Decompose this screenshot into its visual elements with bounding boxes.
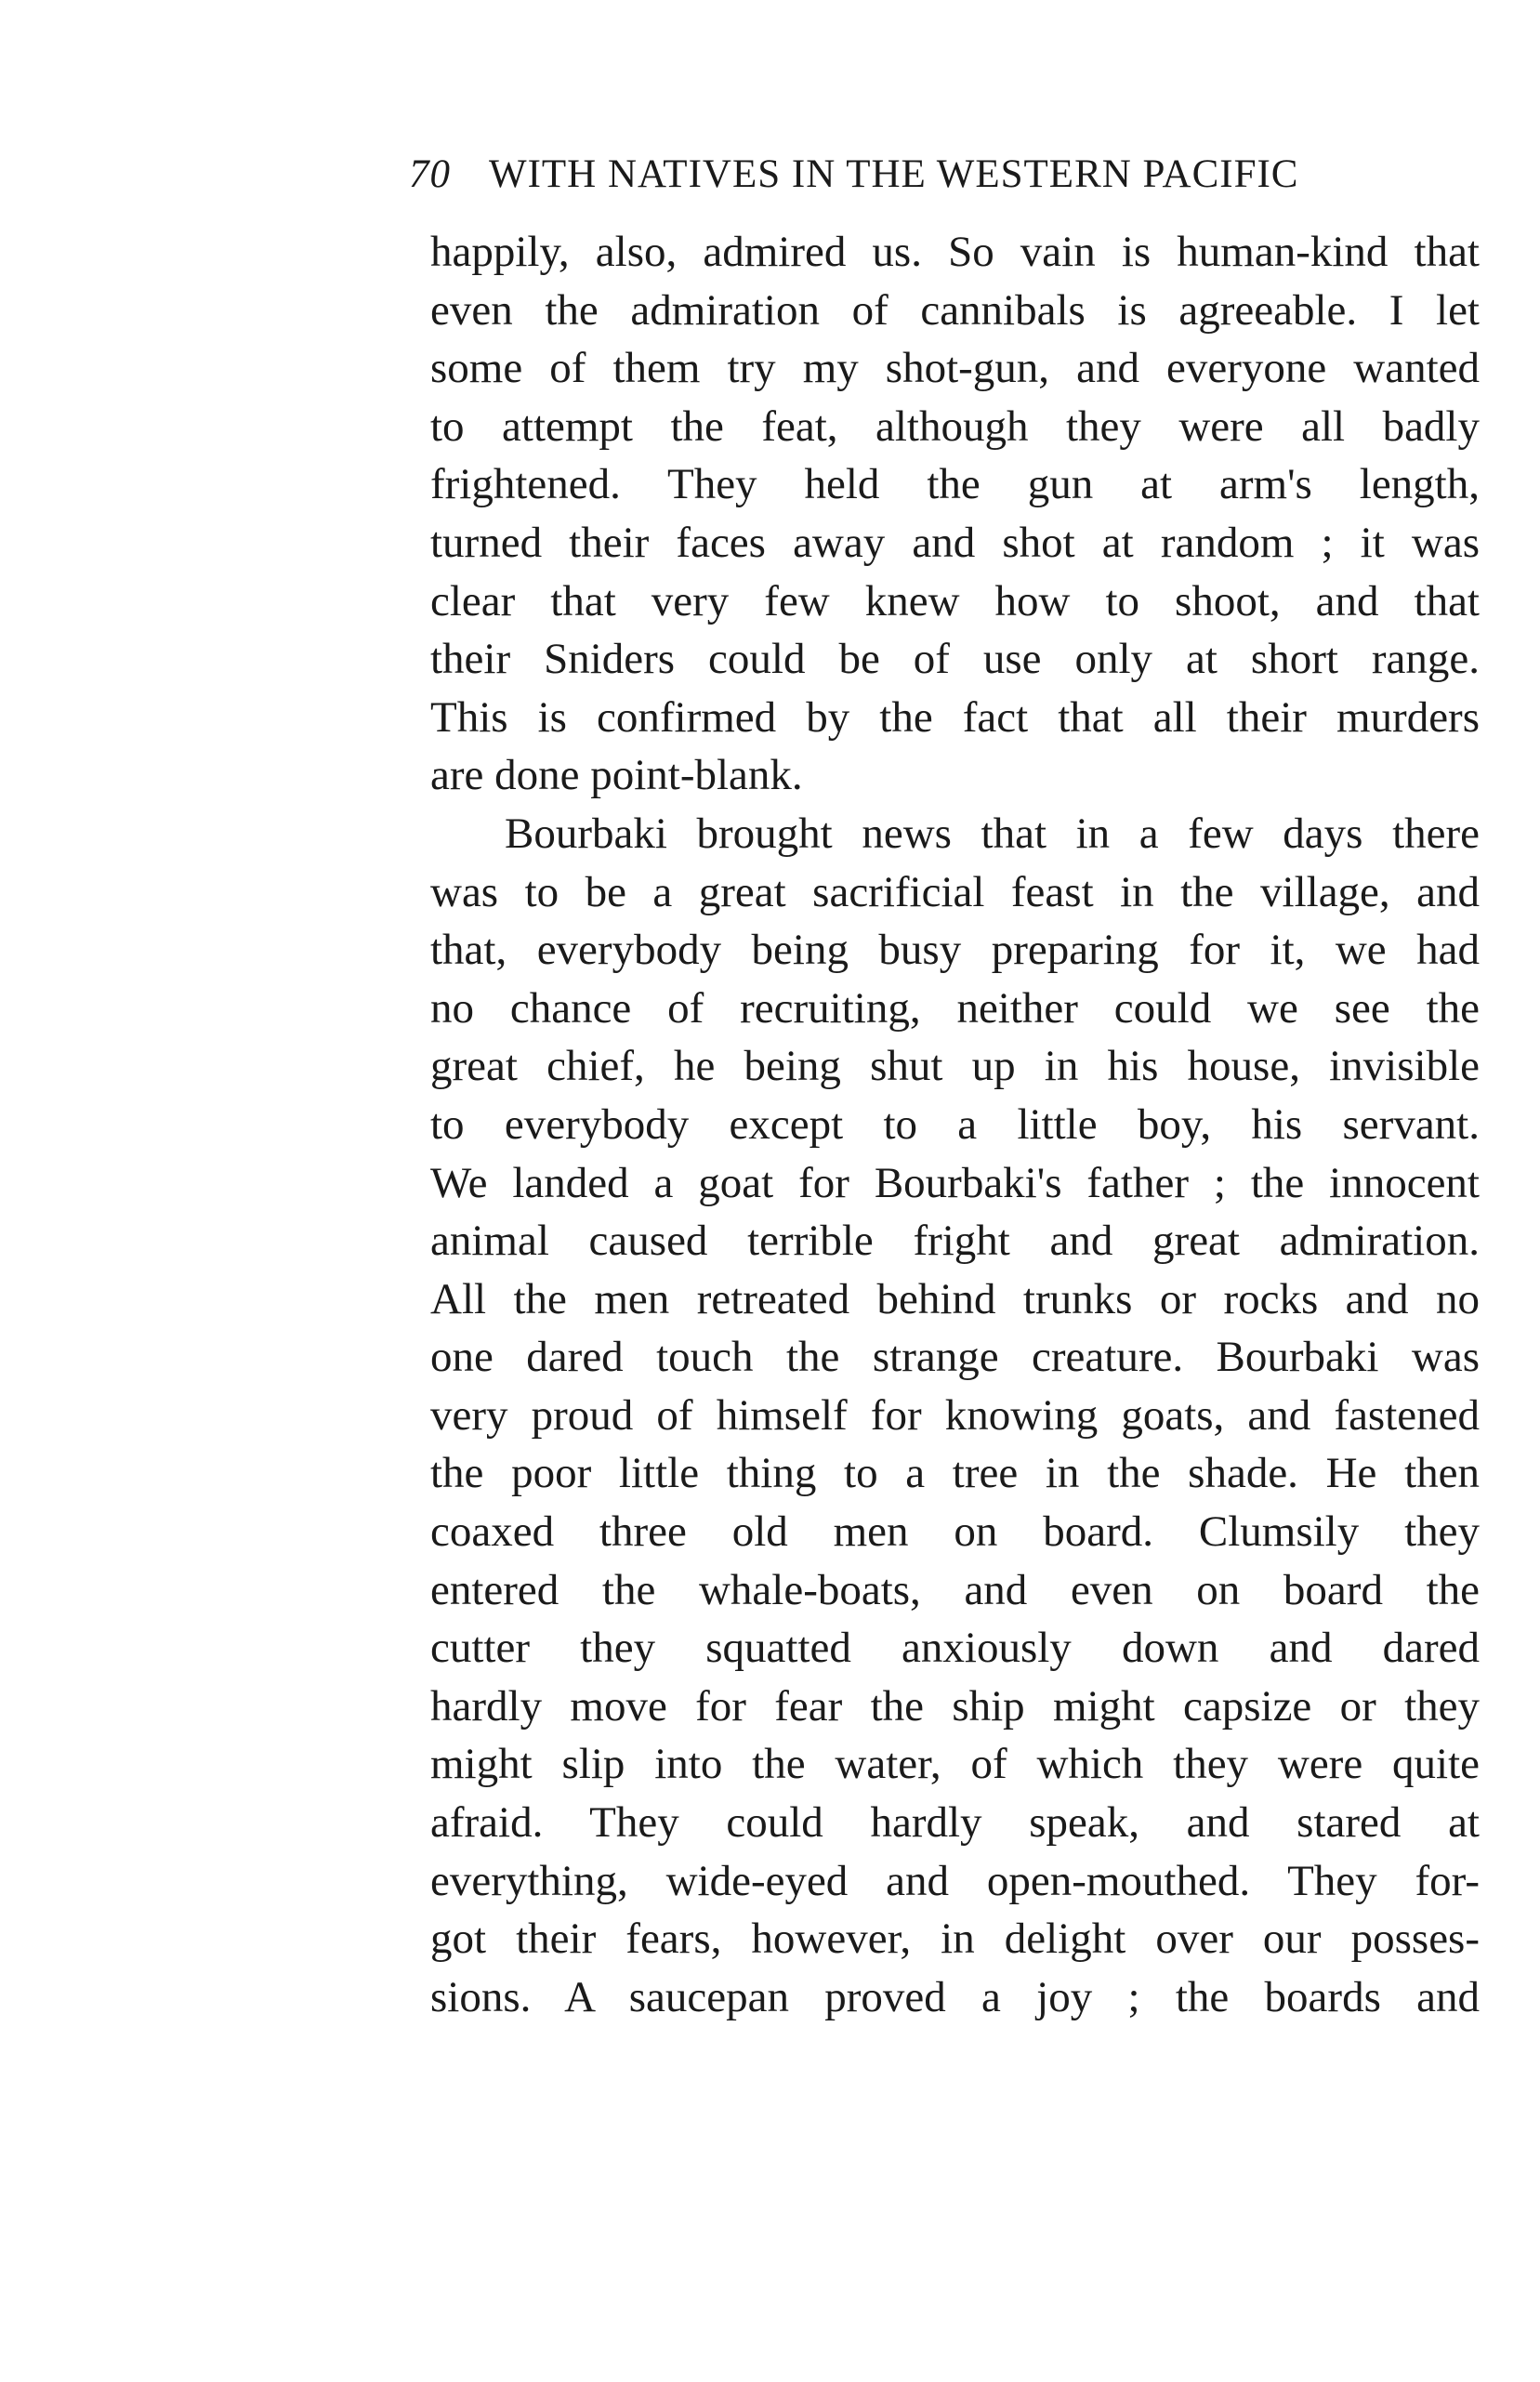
text-line: their Sniders could be of use only at short range. (430, 635, 1480, 684)
paragraph-2 (430, 805, 1480, 2026)
text-line: happily, also, admired us. So vain is human-kind that (430, 228, 1480, 276)
text-line: sions. A saucepan proved a joy ; the boards and (430, 1972, 1480, 2021)
page-number: 70 (409, 152, 451, 196)
text-line: hardly move for fear the ship might capsize or they (430, 1681, 1480, 1731)
running-head (409, 147, 1468, 203)
text-line: cutter they squatted anxiously down and dared (430, 1624, 1480, 1673)
text-line: This is confirmed by the fact that all their murders (430, 692, 1480, 742)
text-line: We landed a goat for Bourbaki's father ; the innocent (430, 1158, 1480, 1207)
text-line: afraid. They could hardly speak, and stared at (430, 1798, 1480, 1848)
text-line: to everybody except to a little boy, his servant. (430, 1099, 1480, 1149)
text-line: the poor little thing to a tree in the shade. He then (430, 1449, 1480, 1498)
running-title: WITH NATIVES IN THE WESTERN PACIFIC (488, 152, 1299, 196)
text-line: some of them try my shot-gun, and everyone wanted (430, 344, 1480, 393)
text-line: that, everybody being busy preparing for it, we had (430, 926, 1480, 975)
text-line: might slip into the water, of which they were quite (430, 1740, 1480, 1789)
paragraph-1 (430, 223, 1480, 805)
text-line: was to be a great sacrificial feast in the village, and (430, 867, 1480, 916)
text-line: are done point-blank. (430, 751, 803, 800)
text-line: very proud of himself for knowing goats, and fastened (430, 1390, 1480, 1440)
text-line: everything, wide-eyed and open-mouthed. They for- (430, 1856, 1480, 1905)
text-line: great chief, he being shut up in his house, invisible (430, 1042, 1480, 1091)
body-text (430, 223, 1480, 2026)
text-line: coaxed three old men on board. Clumsily they (430, 1507, 1480, 1557)
text-line: one dared touch the strange creature. Bourbaki was (430, 1333, 1480, 1382)
text-line: to attempt the feat, although they were all badly (430, 401, 1480, 451)
text-line: frightened. They held the gun at arm's length, (430, 460, 1480, 509)
text-line: even the admiration of cannibals is agreeable. I let (430, 285, 1480, 335)
text-line: All the men retreated behind trunks or rocks and no (430, 1274, 1480, 1323)
text-line: no chance of recruiting, neither could we see the (430, 983, 1480, 1033)
text-line: got their fears, however, in delight over our posses- (430, 1915, 1480, 1964)
text-line: Bourbaki brought news that in a few days there (505, 809, 1480, 858)
text-line: clear that very few knew how to shoot, and that (430, 576, 1480, 625)
text-line: turned their faces away and shot at random ; it was (430, 518, 1480, 567)
text-line: entered the whale-boats, and even on board the (430, 1565, 1480, 1614)
text-line: animal caused terrible fright and great admiration. (430, 1217, 1480, 1266)
